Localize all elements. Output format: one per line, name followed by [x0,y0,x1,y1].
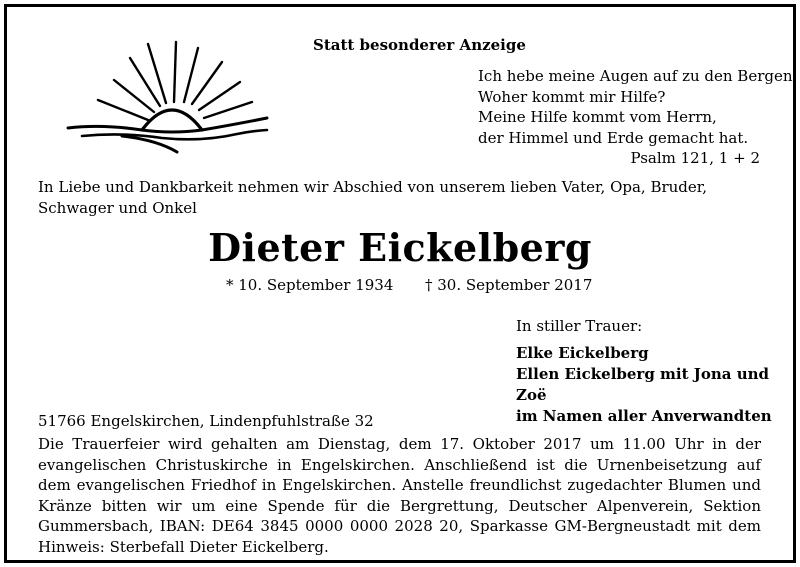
verse-line: Ich hebe meine Augen auf zu den Bergen. [478,67,798,85]
mourner-name: Ellen Eickelberg mit Jona und Zoë [516,365,770,404]
intro-text: In Liebe und Dankbarkeit nehmen wir Abschied von unserem lieben Vater, Opa, Bruder, Schwager und Onkel [38,178,708,217]
verse-reference: Psalm 121, 1 + 2 [630,149,760,167]
mourner-name: im Namen aller Anverwandten [516,407,772,425]
psalm-verse [478,66,797,169]
address: 51766 Engelskirchen, Lindenpfuhlstraße 32 [38,412,374,430]
verse-line: Meine Hilfe kommt vom Herrn, [478,108,717,126]
mourner-name: Elke Eickelberg [516,344,649,362]
birth-date: * 10. September 1934 [226,276,394,294]
service-details: Die Trauerfeier wird gehalten am Dienstag, dem 17. Oktober 2017 um 11.00 Uhr in der evangelischen Christuskirche in Engelskirchen. Anschließend ist die Urnenbeisetzung auf dem evangelischen Friedhof in Engelskirchen. Anstelle freundlichst zugedachter Blumen und Kränze bitten wir um eine Spende für die Bergrettung, Deutscher Alpenverein, Sektion Gummersbach, IBAN: DE64 3845 0000 0000 2028 20, Sparkasse GM-Bergneustadt mit dem Hinweis: Sterbefall Dieter Eickelberg. [38,435,761,556]
mourners-block [516,316,800,427]
deceased-name: Dieter Eickelberg [208,225,592,270]
verse-line: der Himmel und Erde gemacht hat. [478,128,749,147]
death-date: † 30. September 2017 [425,276,593,294]
notice-heading: Statt besonderer Anzeige [313,36,526,54]
sunrise-icon [62,40,272,160]
mourners-label: In stiller Trauer: [516,317,643,335]
verse-line: Woher kommt mir Hilfe? [478,87,666,106]
